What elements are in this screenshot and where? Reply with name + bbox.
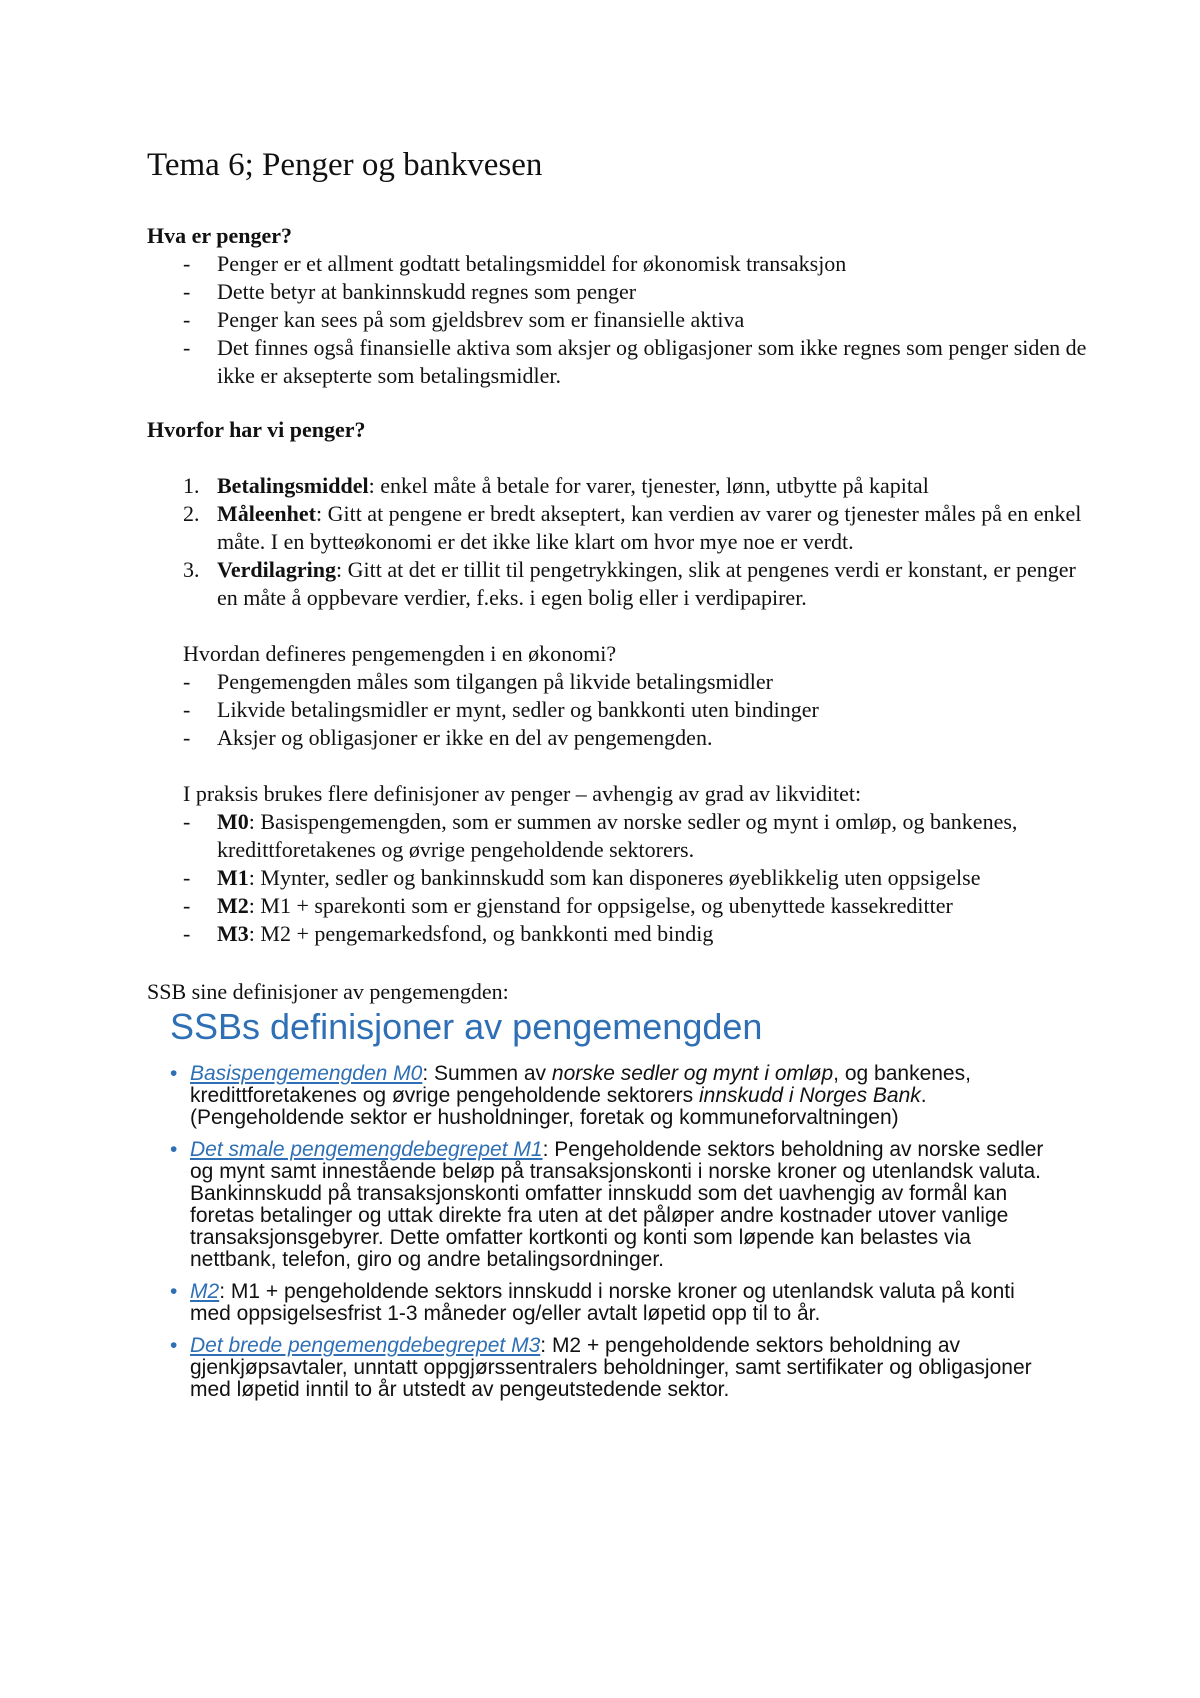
numbered-list [147, 472, 1087, 612]
definition-term: Basispengemengden M0 [190, 1062, 423, 1085]
list-item: - M1: Mynter, sedler og bankinnskudd som kan disponeres øyeblikkelig uten oppsigelse [183, 865, 981, 890]
list-item: 2. Måleenhet: Gitt at pengene er bredt akseptert, kan verdien av varer og tjenester måles på en enkel måte. I en bytteøkonomi er det ikke like klart om hvor mye noe er verdt. [183, 501, 1082, 554]
definition-term: M2 [190, 1280, 220, 1303]
section-why-money [147, 416, 1087, 612]
section-heading: Hvorfor har vi penger? [147, 417, 366, 442]
list-item: - M2: M1 + sparekonti som er gjenstand for oppsigelse, og ubenyttede kassekreditter [183, 893, 953, 918]
bullet-list [147, 250, 1087, 390]
slide-text: : [542, 1138, 555, 1161]
definition-term: Det brede pengemengdebegrepet M3 [190, 1334, 541, 1357]
page-title: Tema 6; Penger og bankvesen [147, 147, 543, 183]
list-item: - M0: Basispengemengden, som er summen av norske sedler og mynt i omløp, og bankenes, kredittforetakenes og øvrige pengeholdende sektorers. [183, 809, 1018, 862]
list-item: - M3: M2 + pengemarkedsfond, og bankkonti med bindig [183, 921, 714, 946]
list-item: 1. Betalingsmiddel: enkel måte å betale for varer, tjenester, lønn, utbytte på kapital [183, 473, 929, 498]
slide-list-item [160, 1139, 1060, 1271]
section-heading: I praksis brukes flere definisjoner av penger – avhengig av grad av likviditet: [183, 781, 862, 806]
slide-text: : [540, 1334, 552, 1357]
list-item: - Pengemengden måles som tilgangen på likvide betalingsmidler [183, 669, 773, 694]
slide-title: SSBs definisjoner av pengemengden [170, 1006, 763, 1047]
definition-term: Det smale pengemengdebegrepet M1 [190, 1138, 543, 1161]
ssb-intro: SSB sine definisjoner av pengemengden: [147, 979, 509, 1004]
slide-text: . (Pengeholdende sektor er husholdninger, foretak og kommuneforvaltningen) [190, 1084, 927, 1129]
slide-text: Summen av [434, 1062, 552, 1085]
list-item: - Penger kan sees på som gjeldsbrev som er finansielle aktiva [183, 307, 745, 332]
slide-text: M2 + pengeholdende sektors beholdning av gjenkjøpsavtaler, unntatt oppgjørssentralers beholdninger, samt sertifikater og obligasjoner med løpetid inntil to år utstedt av pengeutstedende sektor. [190, 1334, 1032, 1401]
list-item: - Aksjer og obligasjoner er ikke en del av pengemengden. [183, 725, 713, 750]
section-definitions [147, 780, 1087, 948]
section-heading: Hva er penger? [147, 223, 293, 248]
list-item: - Dette betyr at bankinnskudd regnes som penger [183, 279, 637, 304]
slide-text: norske sedler og mynt i omløp [551, 1062, 834, 1085]
list-item: 3. Verdilagring: Gitt at det er tillit til pengetrykkingen, slik at pengenes verdi er konstant, er penger en måte å oppbevare verdier, f.eks. i egen bolig eller i verdipapirer. [183, 557, 1076, 610]
slide-bullet-list [160, 1063, 1060, 1401]
ssb-slide-image [160, 1005, 1060, 1411]
bullet-list [147, 668, 1087, 752]
bullet-icon: • [170, 1062, 178, 1085]
slide-text: innskudd i Norges Bank [698, 1084, 921, 1107]
bullet-list [147, 808, 1087, 948]
bullet-icon: • [170, 1138, 178, 1161]
slide-text: : [422, 1062, 434, 1085]
section-what-is-money [147, 222, 1087, 390]
section-money-supply [147, 640, 1087, 752]
section-heading: Hvordan defineres pengemengden i en økonomi? [183, 641, 617, 666]
slide-text: : [219, 1280, 231, 1303]
list-item: - Likvide betalingsmidler er mynt, sedler og bankkonti uten bindinger [183, 697, 819, 722]
slide-text: M1 + pengeholdende sektors innskudd i norske kroner og utenlandsk valuta på konti med oppsigelsesfrist 1-3 måneder og/eller avtalt løpetid opp til to år. [190, 1280, 1015, 1325]
slide-list-item [160, 1335, 1060, 1401]
bullet-icon: • [170, 1334, 178, 1357]
bullet-icon: • [170, 1280, 178, 1303]
list-item: - Penger er et allment godtatt betalingsmiddel for økonomisk transaksjon [183, 251, 847, 276]
slide-list-item [160, 1063, 1060, 1129]
slide-list-item [160, 1281, 1060, 1325]
slide-text: Pengeholdende sektors beholdning av norske sedler og mynt samt innestående beløp på transaksjonskonti i norske kroner og utenlandsk valuta. Bankinnskudd på transaksjonskonti omfatter innskudd som det uavhengig av formål kan foretas betalinger og uttak direkte fra uten at det påløper andre kostnader utover vanlige transaksjonsgebyrer. Dette omfatter kortkonti og konti som løpende kan belastes via nettbank, telefon, giro og andre betalingsordninger. [190, 1138, 1044, 1271]
list-item: - Det finnes også finansielle aktiva som aksjer og obligasjoner som ikke regnes som penger siden de ikke er aksepterte som betalingsmidler. [183, 335, 1087, 388]
slide-text: , og bankenes, kredittforetakenes og øvrige pengeholdende sektorers [190, 1062, 971, 1107]
